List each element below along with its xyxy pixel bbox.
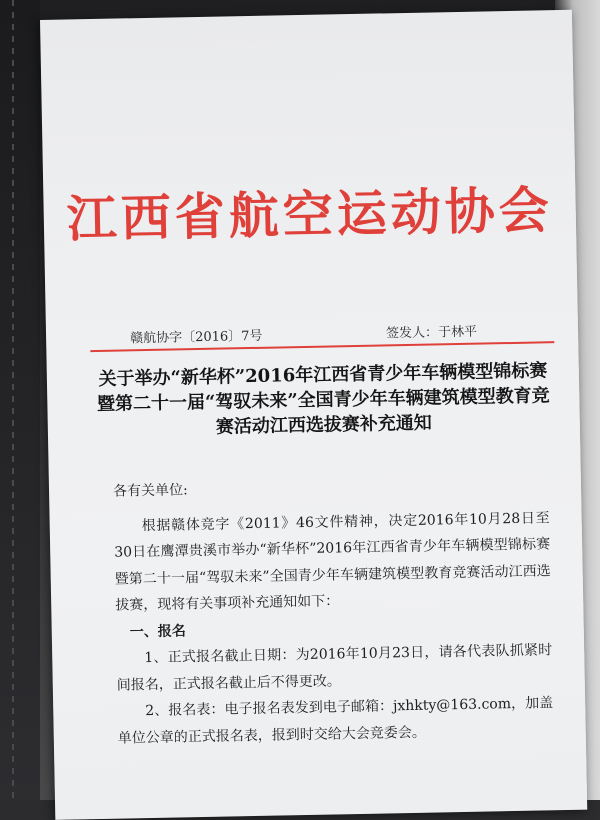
registration-item-deadline: 1、正式报名截止日期：为2016年10月23日，请各代表队抓紧时间报名，正式报名截止后不得更改。 xyxy=(116,642,553,694)
stitch-line xyxy=(12,0,14,800)
document-sheet xyxy=(40,10,587,820)
organization-letterhead: 江西省航空运动协会 xyxy=(66,180,554,249)
leather-edge xyxy=(0,0,40,800)
section-heading-registration: 一、报名 xyxy=(129,622,186,640)
salutation: 各有关单位: xyxy=(112,482,188,500)
intro-paragraph: 根据赣体竞字《2011》46文件精神，决定2016年10月28日至30日在鹰潭贵溪市举办“新华杯”2016年江西省青少年车辆模型锦标赛暨第二十一届“驾驭未来”全国青少年车辆建筑模型教育竞赛活动江西选拔赛，现将有关事项补充通知如下： xyxy=(114,509,551,614)
notice-title: 关于举办“新华杯”2016年江西省青少年车辆模型锦标赛暨第二十一届“驾驭未来”全国青少年车辆建筑模型教育竞赛活动江西选拔赛补充通知 xyxy=(96,360,550,438)
signer: 签发人：于林平 xyxy=(385,324,478,342)
document-number: 赣航协字〔2016〕7号 xyxy=(129,328,263,347)
notice-body xyxy=(113,470,554,751)
registration-item-form: 2、报名表：电子报名表发到电子邮箱：jxhkty@163.com，加盖单位公章的正式报名表，报到时交给大会竞委会。 xyxy=(117,695,554,747)
